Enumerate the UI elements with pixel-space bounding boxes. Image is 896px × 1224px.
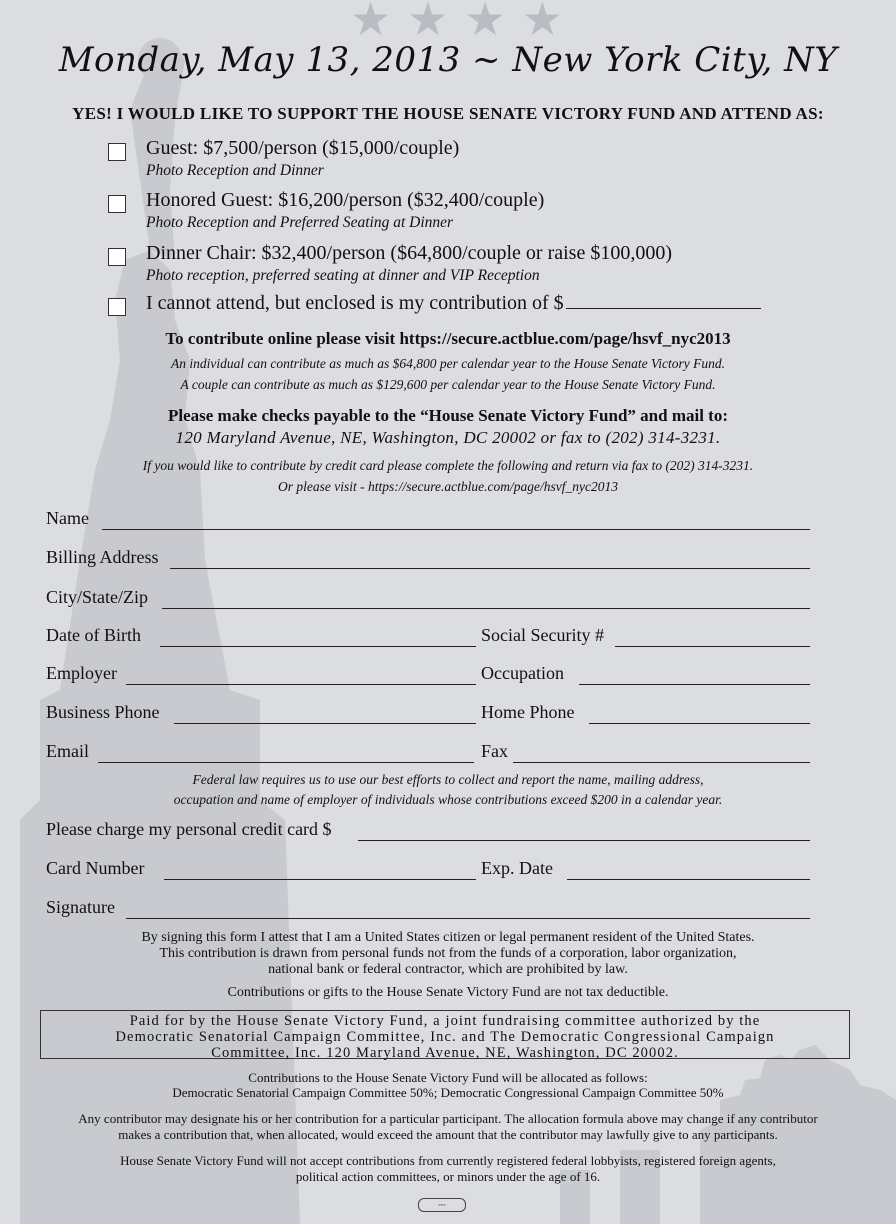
home-phone-field bbox=[481, 702, 810, 726]
option-subtitle: Photo Reception and Preferred Seating at Dinner bbox=[146, 214, 454, 231]
social-security-field bbox=[481, 625, 810, 649]
stars-decoration bbox=[350, 0, 563, 44]
individual-limit-note: An individual can contribute as much as $64,800 per calendar year to the House Senate Victory Fund. bbox=[171, 356, 725, 371]
option-title: Honored Guest: $16,200/person ($32,400/couple) bbox=[146, 189, 545, 211]
support-subhead: YES! I WOULD LIKE TO SUPPORT THE HOUSE SENATE VICTORY FUND AND ATTEND AS: bbox=[72, 104, 824, 123]
option-title: Dinner Chair: $32,400/person ($64,800/couple or raise $100,000) bbox=[146, 242, 673, 264]
paid-for-disclaimer-box bbox=[40, 1010, 850, 1059]
field-label: Billing Address bbox=[46, 547, 159, 567]
attestation-line3: national bank or federal contractor, which are prohibited by law. bbox=[268, 962, 628, 977]
cannot-attend-checkbox[interactable] bbox=[108, 298, 126, 316]
signature-input-line[interactable] bbox=[126, 918, 810, 919]
exp-date-field bbox=[481, 858, 810, 882]
paid-for-line3: Committee, Inc. 120 Maryland Avenue, NE, Washington, DC 20002. bbox=[211, 1045, 679, 1061]
attestation-line2: This contribution is drawn from personal funds not from the funds of a corporation, labor organization, bbox=[159, 946, 737, 961]
email-input-line[interactable] bbox=[98, 762, 474, 763]
contribution-amount-field[interactable] bbox=[566, 294, 761, 309]
field-label: Name bbox=[46, 508, 89, 528]
fax-field bbox=[481, 741, 810, 765]
field-label: Home Phone bbox=[481, 702, 575, 722]
star-icon: ★ bbox=[350, 0, 392, 45]
field-label: Card Number bbox=[46, 858, 145, 878]
name-input-line[interactable] bbox=[102, 529, 810, 530]
allocation-line2: Democratic Senatorial Campaign Committee 50%; Democratic Congressional Campaign Committee 50% bbox=[172, 1085, 724, 1100]
occupation-input-line[interactable] bbox=[579, 684, 810, 685]
email-field bbox=[46, 741, 474, 765]
field-label: Fax bbox=[481, 741, 508, 761]
attestation-line1: By signing this form I attest that I am a United States citizen or legal permanent resident of the United States. bbox=[141, 930, 755, 945]
social-security-input-line[interactable] bbox=[615, 646, 810, 647]
field-label: Exp. Date bbox=[481, 858, 553, 878]
option-subtitle: Photo Reception and Dinner bbox=[146, 162, 324, 179]
federal-law-note-line2: occupation and name of employer of individuals whose contributions exceed $200 in a calendar year. bbox=[173, 792, 723, 807]
star-icon: ★ bbox=[464, 0, 506, 45]
lobbyists-line2: political action committees, or minors under the age of 16. bbox=[295, 1169, 601, 1184]
date-of-birth-field bbox=[46, 625, 476, 649]
employer-input-line[interactable] bbox=[126, 684, 476, 685]
checks-payable-note: Please make checks payable to the “House Senate Victory Fund” and mail to: bbox=[167, 406, 729, 425]
signature-field bbox=[46, 897, 810, 921]
designate-line2: makes a contribution that, when allocated, would exceed the amount that the contributor may lawfully give to any participants. bbox=[118, 1127, 778, 1142]
guest-checkbox[interactable] bbox=[108, 143, 126, 161]
credit-card-instructions: If you would like to contribute by credit card please complete the following and return via fax to (202) 314-3231. bbox=[142, 458, 754, 473]
field-label: Date of Birth bbox=[46, 625, 141, 645]
charge-amount-input-line[interactable] bbox=[358, 840, 810, 841]
mailing-address: 120 Maryland Avenue, NE, Washington, DC 20002 or fax to (202) 314-3231. bbox=[175, 428, 721, 447]
city-state-zip-input-line[interactable] bbox=[162, 608, 810, 609]
charge-amount-field bbox=[46, 819, 810, 843]
billing-address-input-line[interactable] bbox=[170, 568, 810, 569]
star-icon: ★ bbox=[407, 0, 449, 45]
option-title: I cannot attend, but enclosed is my contribution of $ bbox=[146, 292, 761, 315]
paid-for-line2: Democratic Senatorial Campaign Committee, Inc. and The Democratic Congressional Campaign bbox=[115, 1029, 775, 1045]
online-alternative-link: Or please visit - https://secure.actblue.com/page/hsvf_nyc2013 bbox=[278, 479, 618, 494]
event-headline: Monday, May 13, 2013 ~ New York City, NY bbox=[58, 40, 838, 80]
field-label: Business Phone bbox=[46, 702, 160, 722]
fax-input-line[interactable] bbox=[513, 762, 810, 763]
tax-deductible-note: Contributions or gifts to the House Senate Victory Fund are not tax deductible. bbox=[227, 985, 669, 1000]
union-bug-seal-icon: ◦◦◦ bbox=[418, 1198, 466, 1212]
occupation-field bbox=[481, 663, 810, 687]
business-phone-field bbox=[46, 702, 476, 726]
lobbyists-line1: House Senate Victory Fund will not accept contributions from currently registered federal lobbyists, registered foreign agents, bbox=[120, 1153, 776, 1168]
allocation-line1: Contributions to the House Senate Victory Fund will be allocated as follows: bbox=[248, 1070, 648, 1085]
field-label: Employer bbox=[46, 663, 117, 683]
honored-guest-checkbox[interactable] bbox=[108, 195, 126, 213]
field-label: Email bbox=[46, 741, 89, 761]
billing-address-field bbox=[46, 547, 810, 571]
couple-limit-note: A couple can contribute as much as $129,600 per calendar year to the House Senate Victory Fund. bbox=[180, 377, 716, 392]
paid-for-line1: Paid for by the House Senate Victory Fund, a joint fundraising committee authorized by the bbox=[129, 1013, 761, 1029]
exp-date-input-line[interactable] bbox=[567, 879, 810, 880]
field-label: Please charge my personal credit card $ bbox=[46, 819, 332, 839]
federal-law-note-line1: Federal law requires us to use our best efforts to collect and report the name, mailing address, bbox=[192, 772, 704, 787]
designate-line1: Any contributor may designate his or her contribution for a particular participant. The allocation formula above may change if any contributor bbox=[78, 1111, 818, 1126]
dinner-chair-checkbox[interactable] bbox=[108, 248, 126, 266]
field-label: Social Security # bbox=[481, 625, 604, 645]
business-phone-input-line[interactable] bbox=[174, 723, 476, 724]
name-field bbox=[46, 508, 810, 532]
star-icon: ★ bbox=[521, 0, 563, 45]
option-title: Guest: $7,500/person ($15,000/couple) bbox=[146, 137, 460, 159]
employer-field bbox=[46, 663, 476, 687]
online-contribution-link[interactable]: To contribute online please visit https://secure.actblue.com/page/hsvf_nyc2013 bbox=[165, 329, 731, 348]
field-label: Occupation bbox=[481, 663, 564, 683]
card-number-input-line[interactable] bbox=[164, 879, 476, 880]
card-number-field bbox=[46, 858, 476, 882]
home-phone-input-line[interactable] bbox=[589, 723, 810, 724]
date-of-birth-input-line[interactable] bbox=[160, 646, 476, 647]
field-label: City/State/Zip bbox=[46, 587, 148, 607]
field-label: Signature bbox=[46, 897, 115, 917]
city-state-zip-field bbox=[46, 587, 810, 611]
option-subtitle: Photo reception, preferred seating at dinner and VIP Reception bbox=[146, 267, 540, 284]
